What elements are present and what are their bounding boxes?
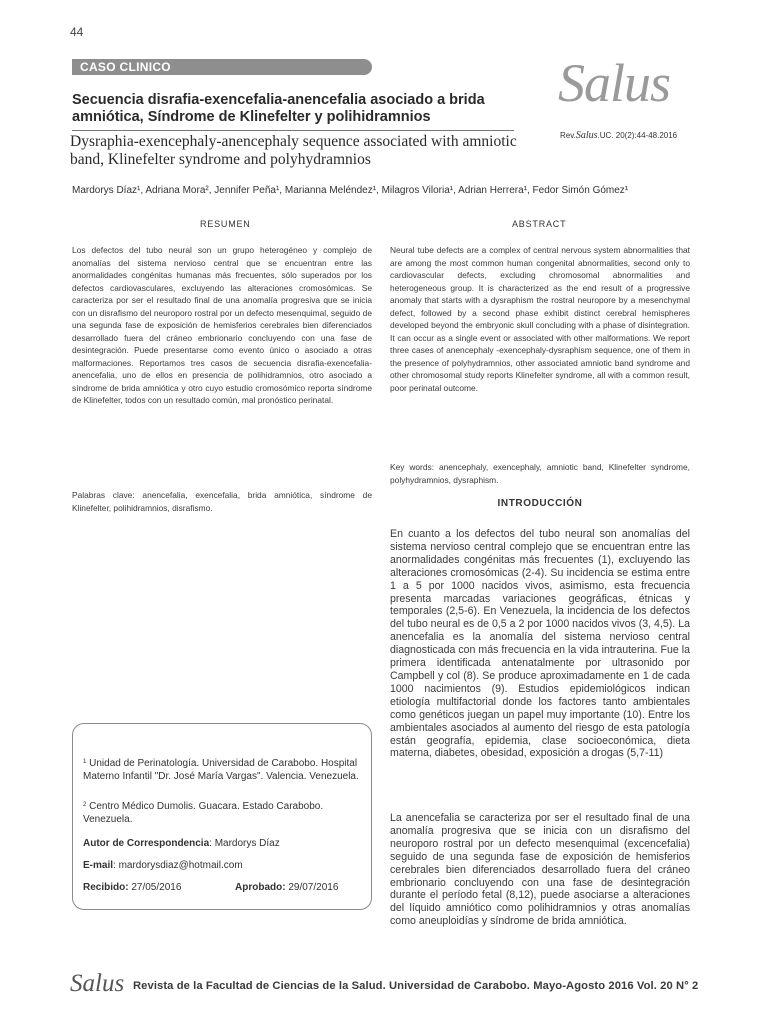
affiliation-text: Centro Médico Dumolis. Guacara. Estado Carabobo. Venezuela. bbox=[83, 801, 324, 825]
section-label: CASO CLINICO bbox=[72, 59, 372, 75]
affiliation-1 bbox=[83, 756, 363, 783]
abstract-heading: ABSTRACT bbox=[512, 219, 567, 229]
keywords-english: Key words: anencephaly, exencephaly, amniotic band, Klinefelter syndrome, polyhydramnios, dysraphism. bbox=[390, 462, 690, 485]
journal-logo: Salus bbox=[558, 53, 671, 113]
resumen-body: Los defectos del tubo neural son un grupo heterogéneo y complejo de anomalías del sistema nervioso central que se encuentran entre las anormalidades congénitas humanas más frecuentes, sólo superados por los defectos cardiovasculares, excluyendo las alteraciones cromosómicas. Se caracteriza por ser el resultado final de una anomalía progresiva que se inicia con un disrafismo del neuroporo rostral por un defecto mesenquimal, seguido de una segunda fase de exposición de hemisferios cerebrales bien diferenciados desarrollado fuera del cráneo embrionario concluyendo con una fase de desintegración. Puede presentarse como evento único o asociado a otras malformaciones. Reportamos tres casos de secuencia disrafia-exencefalia-anencefalia, uno de ellos en presencia de polihidramnios, otro asociado a síndrome de brida amniótica y otro cuyo estudio cromosómico reporta síndrome de Klinefelter, todos con un resultado común, mal pronóstico perinatal. bbox=[72, 245, 372, 405]
introduction-paragraph: La anencefalia se caracteriza por ser el resultado final de una anomalía progresiva que se inicia con un disrafismo del neuroporo rostral por un defecto mesenquimal (excencefalia) seguido de una segunda fase de exposición de hemisferios cerebrales bien diferenciados desarrollado fuera del cráneo embrionario concluyendo con una fase de desintegración durante el período fetal (8,12), puede asociarse a alteraciones del líquido amniótico como polihidramnios y otras anomalías como aneuploidías y síndrome de brida amniótica. bbox=[390, 812, 690, 928]
affiliation-box bbox=[72, 723, 372, 910]
dates bbox=[83, 881, 363, 894]
citation-brand: Salus bbox=[575, 130, 598, 141]
received-label: Recibido: bbox=[83, 882, 129, 893]
title-divider bbox=[72, 130, 514, 131]
approved-label: Aprobado: bbox=[235, 882, 286, 893]
email-label: E-mail bbox=[83, 860, 114, 871]
correspondence-label: Autor de Correspondencia bbox=[83, 838, 210, 849]
abstract-body: Neural tube defects are a complex of central nervous system abnormalities that are among the most common human congenital abnormalities, second only to cardiovascular defects, excluding chromosomal abnormalities and heterogeneous group. It is characterized as the end result of a progressive anomaly that starts with a dysraphism the rostral neuropore by a mesenchymal defect, followed by a second phase exhibit distinct cerebral hemispheres developed beyond the embryonic skull concluding with a phase of disintegration. It can occur as a single event or associated with other malformations. We report three cases of anencephaly -exencephaly-dysraphism sequence, one of them in the presence of polyhydramnios, other associated amniotic band syndrome and other chromosomal study reports Klinefelter syndrome, all with a common result, poor perinatal outcome. bbox=[390, 245, 690, 393]
citation bbox=[560, 130, 700, 141]
author-list: Mardorys Díaz¹, Adriana Mora², Jennifer Peña¹, Marianna Meléndez¹, Milagros Viloria¹, Adrian Herrera¹, Fedor Simón Gómez¹ bbox=[72, 185, 629, 196]
footer-text: Revista de la Facultad de Ciencias de la Salud. Universidad de Carabobo. Mayo-Agosto 2016 Vol. 20 N° 2 bbox=[133, 980, 699, 992]
affiliation-2 bbox=[83, 799, 363, 826]
correspondence-value: : Mardorys Díaz bbox=[209, 838, 280, 849]
email bbox=[83, 859, 363, 872]
correspondence bbox=[83, 837, 363, 850]
footer-logo: Salus bbox=[70, 970, 125, 997]
affiliation-marker: 2 bbox=[83, 802, 87, 808]
introduction-heading: INTRODUCCIÓN bbox=[497, 498, 583, 509]
keywords-spanish: Palabras clave: anencefalia, exencefalia, brida amniótica, síndrome de Klinefelter, polihidramnios, disrafismo. bbox=[72, 490, 372, 513]
title-english: Dysraphia-exencephaly-anencephaly sequence associated with amniotic band, Klinefelter syndrome and polyhydramnios bbox=[70, 133, 517, 168]
approved-date bbox=[235, 882, 338, 893]
resumen-heading: RESUMEN bbox=[200, 219, 251, 229]
page-number: 44 bbox=[70, 25, 84, 39]
citation-prefix: Rev. bbox=[560, 131, 576, 140]
title-spanish: Secuencia disrafia-exencefalia-anencefalia asociado a brida amniótica, Síndrome de Klinefelter y polihidramnios bbox=[72, 92, 485, 125]
received-date bbox=[83, 881, 235, 894]
email-value: : mardorysdiaz@hotmail.com bbox=[113, 860, 243, 871]
affiliation-text: Unidad de Perinatología. Universidad de Carabobo. Hospital Materno Infantil "Dr. José María Vargas". Valencia. Venezuela. bbox=[83, 758, 359, 782]
affiliation-marker: 1 bbox=[83, 759, 87, 765]
approved-value: 29/07/2016 bbox=[285, 882, 339, 893]
received-value: 27/05/2016 bbox=[128, 882, 182, 893]
citation-suffix: .UC. 20(2):44-48.2016 bbox=[597, 131, 678, 140]
introduction-paragraph: En cuanto a los defectos del tubo neural son anomalías del sistema nervioso central complejo que se encuentran entre las anormalidades congénitas más frecuentes (1), excluyendo las alteraciones cromosómicas (2-4). Su incidencia se estima entre 1 a 5 por 1000 nacidos vivos, asimismo, esta frecuencia presenta marcadas variaciones geográficas, étnicas y temporales (2,5-6). En Venezuela, la incidencia de los defectos del tubo neural es de 0,5 a 2 por 1000 nacidos vivos (3, 4,5). La anencefalia es la anomalía del sistema nervioso central diagnosticada con más frecuencia en la vida intrauterina. Fue la primera identificada antenatalmente por ultrasonido por Campbell y col (8). Se produce aproximadamente en 1 de cada 1000 nacimientos (9). Estudios epidemiológicos indican etiología multifactorial donde los factores tanto ambientales como genéticos juegan un papel muy importante (10). Entre los ambientales asociados al aumento del riesgo de esta patología están geografía, epidemia, clase socioeconómica, dieta materna, diabetes, obesidad, exposición a drogas (5,7-11) bbox=[390, 528, 690, 760]
